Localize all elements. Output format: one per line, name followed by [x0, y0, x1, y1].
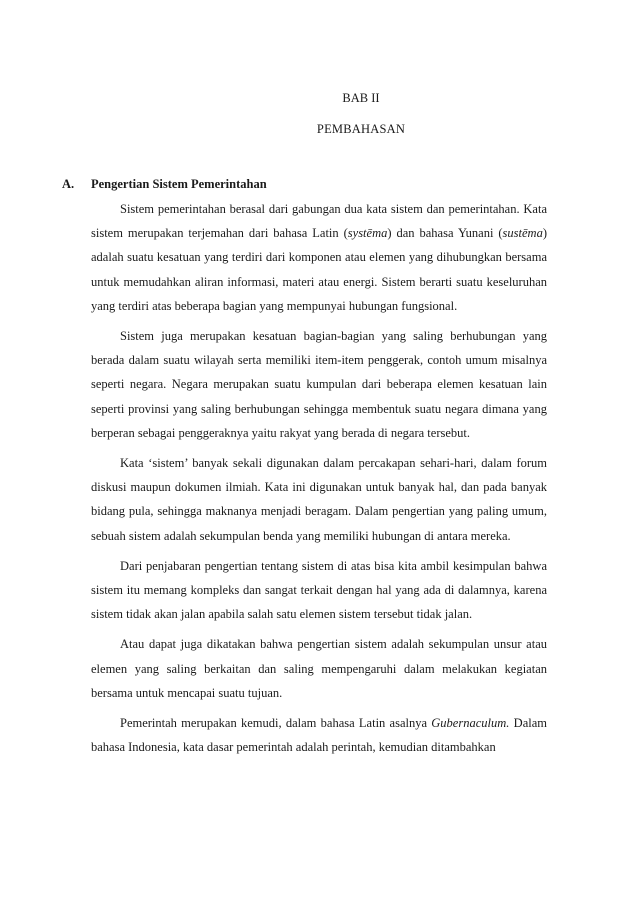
section-heading: Pengertian Sistem Pemerintahan: [91, 177, 267, 191]
text-segment: Dalam bahasa Indonesia, kata dasar pemerintah adalah perintah, kemudian ditambahkan: [91, 716, 547, 755]
section-letter: A.: [62, 177, 75, 191]
text-segment: Atau dapat juga dikatakan bahwa pengertian sistem adalah sekumpulan unsur atau elemen yang saling berkaitan dan saling mempengaruhi dalam melakukan kegiatan bersama untuk mencapai suatu tujuan.: [91, 637, 547, 700]
paragraph: [91, 197, 547, 318]
italic-term: sustēma: [502, 226, 543, 241]
chapter-number: BAB II: [342, 91, 380, 105]
text-segment: ) adalah suatu kesatuan yang terdiri dari komponen atau elemen yang dihubungkan bersama untuk memudahkan aliran informasi, materi atau energi. Sistem berarti suatu keseluruhan yang terdiri atas beberapa bagian yang mempunyai hubungan fungsional.: [91, 226, 547, 313]
text-segment: ) dan bahasa Yunani (: [387, 226, 503, 241]
text-segment: Sistem pemerintahan berasal dari gabungan dua kata sistem dan pemerintahan. Kata sistem merupakan terjemahan dari bahasa Latin (: [91, 202, 547, 241]
paragraph: [91, 632, 547, 705]
text-segment: Pemerintah merupakan kemudi, dalam bahasa Latin asalnya: [120, 716, 432, 731]
paragraph: [91, 324, 547, 445]
text-segment: Sistem juga merupakan kesatuan bagian-bagian yang saling berhubungan yang berada dalam suatu wilayah serta memiliki item-item penggerak, contoh umum misalnya seperti negara. Negara merupakan suatu kumpulan dari beberapa elemen kesatuan lain seperti provinsi yang saling berhubungan sehingga membentuk suatu negara dimana yang berperan sebagai penggeraknya yaitu rakyat yang berada di negara tersebut.: [91, 329, 547, 440]
italic-term: systēma: [347, 226, 388, 241]
paragraph: [91, 711, 547, 759]
paragraph: [91, 554, 547, 627]
body-text: [91, 197, 547, 759]
text-segment: Dari penjabaran pengertian tentang sistem di atas bisa kita ambil kesimpulan bahwa sistem itu memang kompleks dan sangat terkait dengan hal yang ada di dalamnya, karena sistem tidak akan jalan apabila salah satu elemen sistem tersebut tidak jalan.: [91, 558, 547, 622]
chapter-title: PEMBAHASAN: [316, 122, 406, 136]
paragraph: [91, 451, 547, 548]
text-segment: Kata ‘sistem’ banyak sekali digunakan dalam percakapan sehari-hari, dalam forum diskusi maupun dokumen ilmiah. Kata ini digunakan untuk banyak hal, dan pada banyak bidang pula, sehingga maknanya menjadi beragam. Dalam pengertian yang paling umum, sebuah sistem adalah sekumpulan benda yang memiliki hubungan di antara mereka.: [91, 456, 547, 543]
italic-term: Gubernaculum.: [431, 716, 510, 731]
